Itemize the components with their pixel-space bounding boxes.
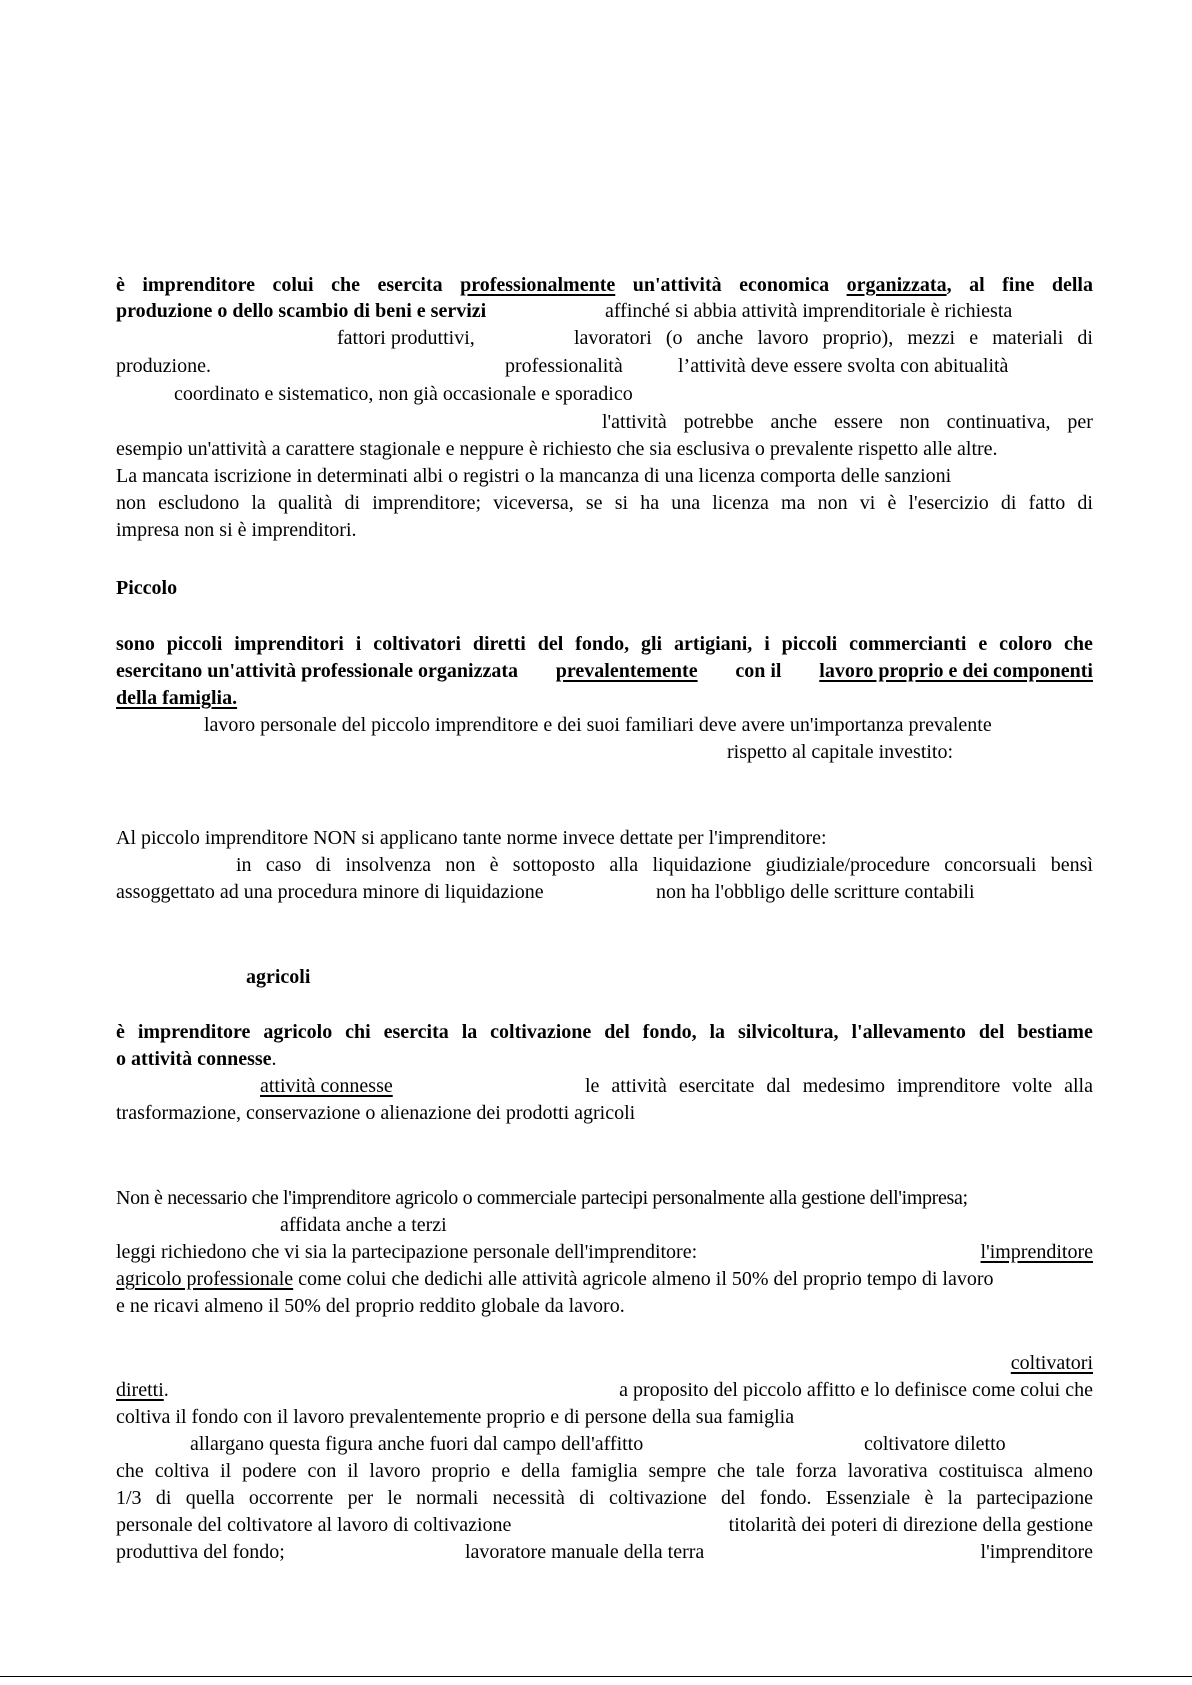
text-fragment: le attività esercitate dal medesimo imprenditore volte alla (585, 1075, 1093, 1097)
text-line: impresa non si è imprenditori. (116, 519, 357, 541)
text-line: coltiva il fondo con il lavoro prevalentemente proprio e di persone della sua famiglia (116, 1406, 795, 1428)
text-line: agricolo professionale come colui che dedichi alle attività agricole almeno il 50% del proprio tempo di lavoro (116, 1268, 994, 1290)
definition-line-1: è imprenditore colui che esercita professionalmente un'attività economica organizzata, al fine della (116, 274, 1093, 296)
text-fragment: allargano questa figura anche fuori dal campo dell'affitto (190, 1433, 644, 1455)
text-fragment: coltivatore diletto (864, 1433, 1006, 1455)
underlined-term: lavoro proprio e dei componenti (819, 660, 1093, 682)
text-line: e ne ricavi almeno il 50% del proprio reddito globale da lavoro. (116, 1295, 625, 1317)
text-fragment: produttiva del fondo; (116, 1541, 285, 1563)
underlined-term: organizzata, (846, 274, 952, 296)
definition-line-1: sono piccoli imprenditori i coltivatori diretti del fondo, gli artigiani, i piccoli commercianti e coloro che (116, 633, 1093, 655)
definition-line-2: esercitano un'attività professionale organizzata prevalentemente con il lavoro proprio e dei componenti (116, 660, 1093, 682)
text-fragment: a proposito del piccolo affitto e lo definisce come colui che (619, 1379, 1093, 1401)
text-line: Al piccolo imprenditore NON si applicano tante norme invece dettate per l'imprenditore: (116, 827, 827, 849)
text-fragment: affidata anche a terzi (280, 1214, 447, 1236)
text-fragment: fattori produttivi, (337, 327, 475, 349)
text-fragment: non ha l'obbligo delle scritture contabili (656, 881, 975, 903)
text-fragment: lavoratori (o anche lavoro proprio), mezzi e materiali di (574, 327, 1093, 349)
underlined-term: diretti (116, 1379, 164, 1401)
text-fragment: rispetto al capitale investito: (727, 741, 954, 763)
underlined-term: prevalentemente (555, 660, 698, 682)
text-fragment: lavoro personale del piccolo imprenditore e dei suoi familiari deve avere un'importanza prevalente (204, 714, 992, 736)
text-line: trasformazione, conservazione o alienazione dei prodotti agricoli (116, 1102, 636, 1124)
text-fragment: l'attività potrebbe anche essere non continuativa, per (602, 411, 1093, 433)
text-line: La mancata iscrizione in determinati albi o registri o la mancanza di una licenza comporta delle sanzioni (116, 465, 952, 487)
text-fragment: titolarità dei poteri di direzione della gestione (728, 1514, 1093, 1536)
underlined-term: coltivatori (1010, 1352, 1093, 1374)
underlined-term: agricolo professionale (116, 1268, 294, 1290)
text-fragment: professionalità (505, 355, 623, 377)
definition-line-2: produzione o dello scambio di beni e servizi (116, 300, 487, 322)
text-fragment: l'imprenditore (980, 1541, 1093, 1563)
text-line: Non è necessario che l'imprenditore agricolo o commerciale partecipi personalmente alla gestione dell'impresa; (116, 1187, 968, 1209)
text-line: esempio un'attività a carattere stagionale e neppure è richiesto che sia esclusiva o prevalente rispetto alle altre. (116, 438, 998, 460)
text-line: che coltiva il podere con il lavoro proprio e della famiglia sempre che tale forza lavorativa costituisca almeno (116, 1460, 1093, 1482)
text-fragment: coordinato e sistematico, non già occasionale e sporadico (174, 383, 633, 405)
definition-line-1: è imprenditore agricolo chi esercita la coltivazione del fondo, la silvicoltura, l'allevamento del bestiame (116, 1021, 1093, 1043)
underlined-term: professionalmente (460, 274, 616, 296)
underlined-term: della famiglia. (116, 687, 238, 709)
text-fragment: produzione. (116, 355, 211, 377)
section-heading: Piccolo (116, 577, 178, 599)
text-line: non escludono la qualità di imprenditore; viceversa, se si ha una licenza ma non vi è l'esercizio di fatto di (116, 492, 1093, 514)
text-fragment: affinché si abbia attività imprenditoriale è richiesta (605, 300, 1013, 322)
text-fragment: lavoratore manuale della terra (465, 1541, 705, 1563)
section-heading: agricoli (246, 966, 311, 988)
definition-line-2: o attività connesse. (116, 1048, 277, 1070)
underlined-term: attività connesse (260, 1075, 393, 1097)
text-fragment: assoggettato ad una procedura minore di liquidazione (116, 881, 544, 903)
text-fragment: diretti. (116, 1379, 169, 1401)
text-fragment: in caso di insolvenza non è sottoposto alla liquidazione giudiziale/procedure concorsuali bensì (236, 854, 1093, 876)
page-bottom-rule (0, 1676, 1192, 1677)
underlined-term: l'imprenditore (980, 1241, 1093, 1263)
text-line: 1/3 di quella occorrente per le normali necessità di coltivazione del fondo. Essenziale è la partecipazione (116, 1487, 1093, 1509)
text-fragment: leggi richiedono che vi sia la partecipazione personale dell'imprenditore: (116, 1241, 698, 1263)
text-fragment: personale del coltivatore al lavoro di coltivazione (116, 1514, 512, 1536)
text-fragment: l’attività deve essere svolta con abitualità (678, 355, 1009, 377)
